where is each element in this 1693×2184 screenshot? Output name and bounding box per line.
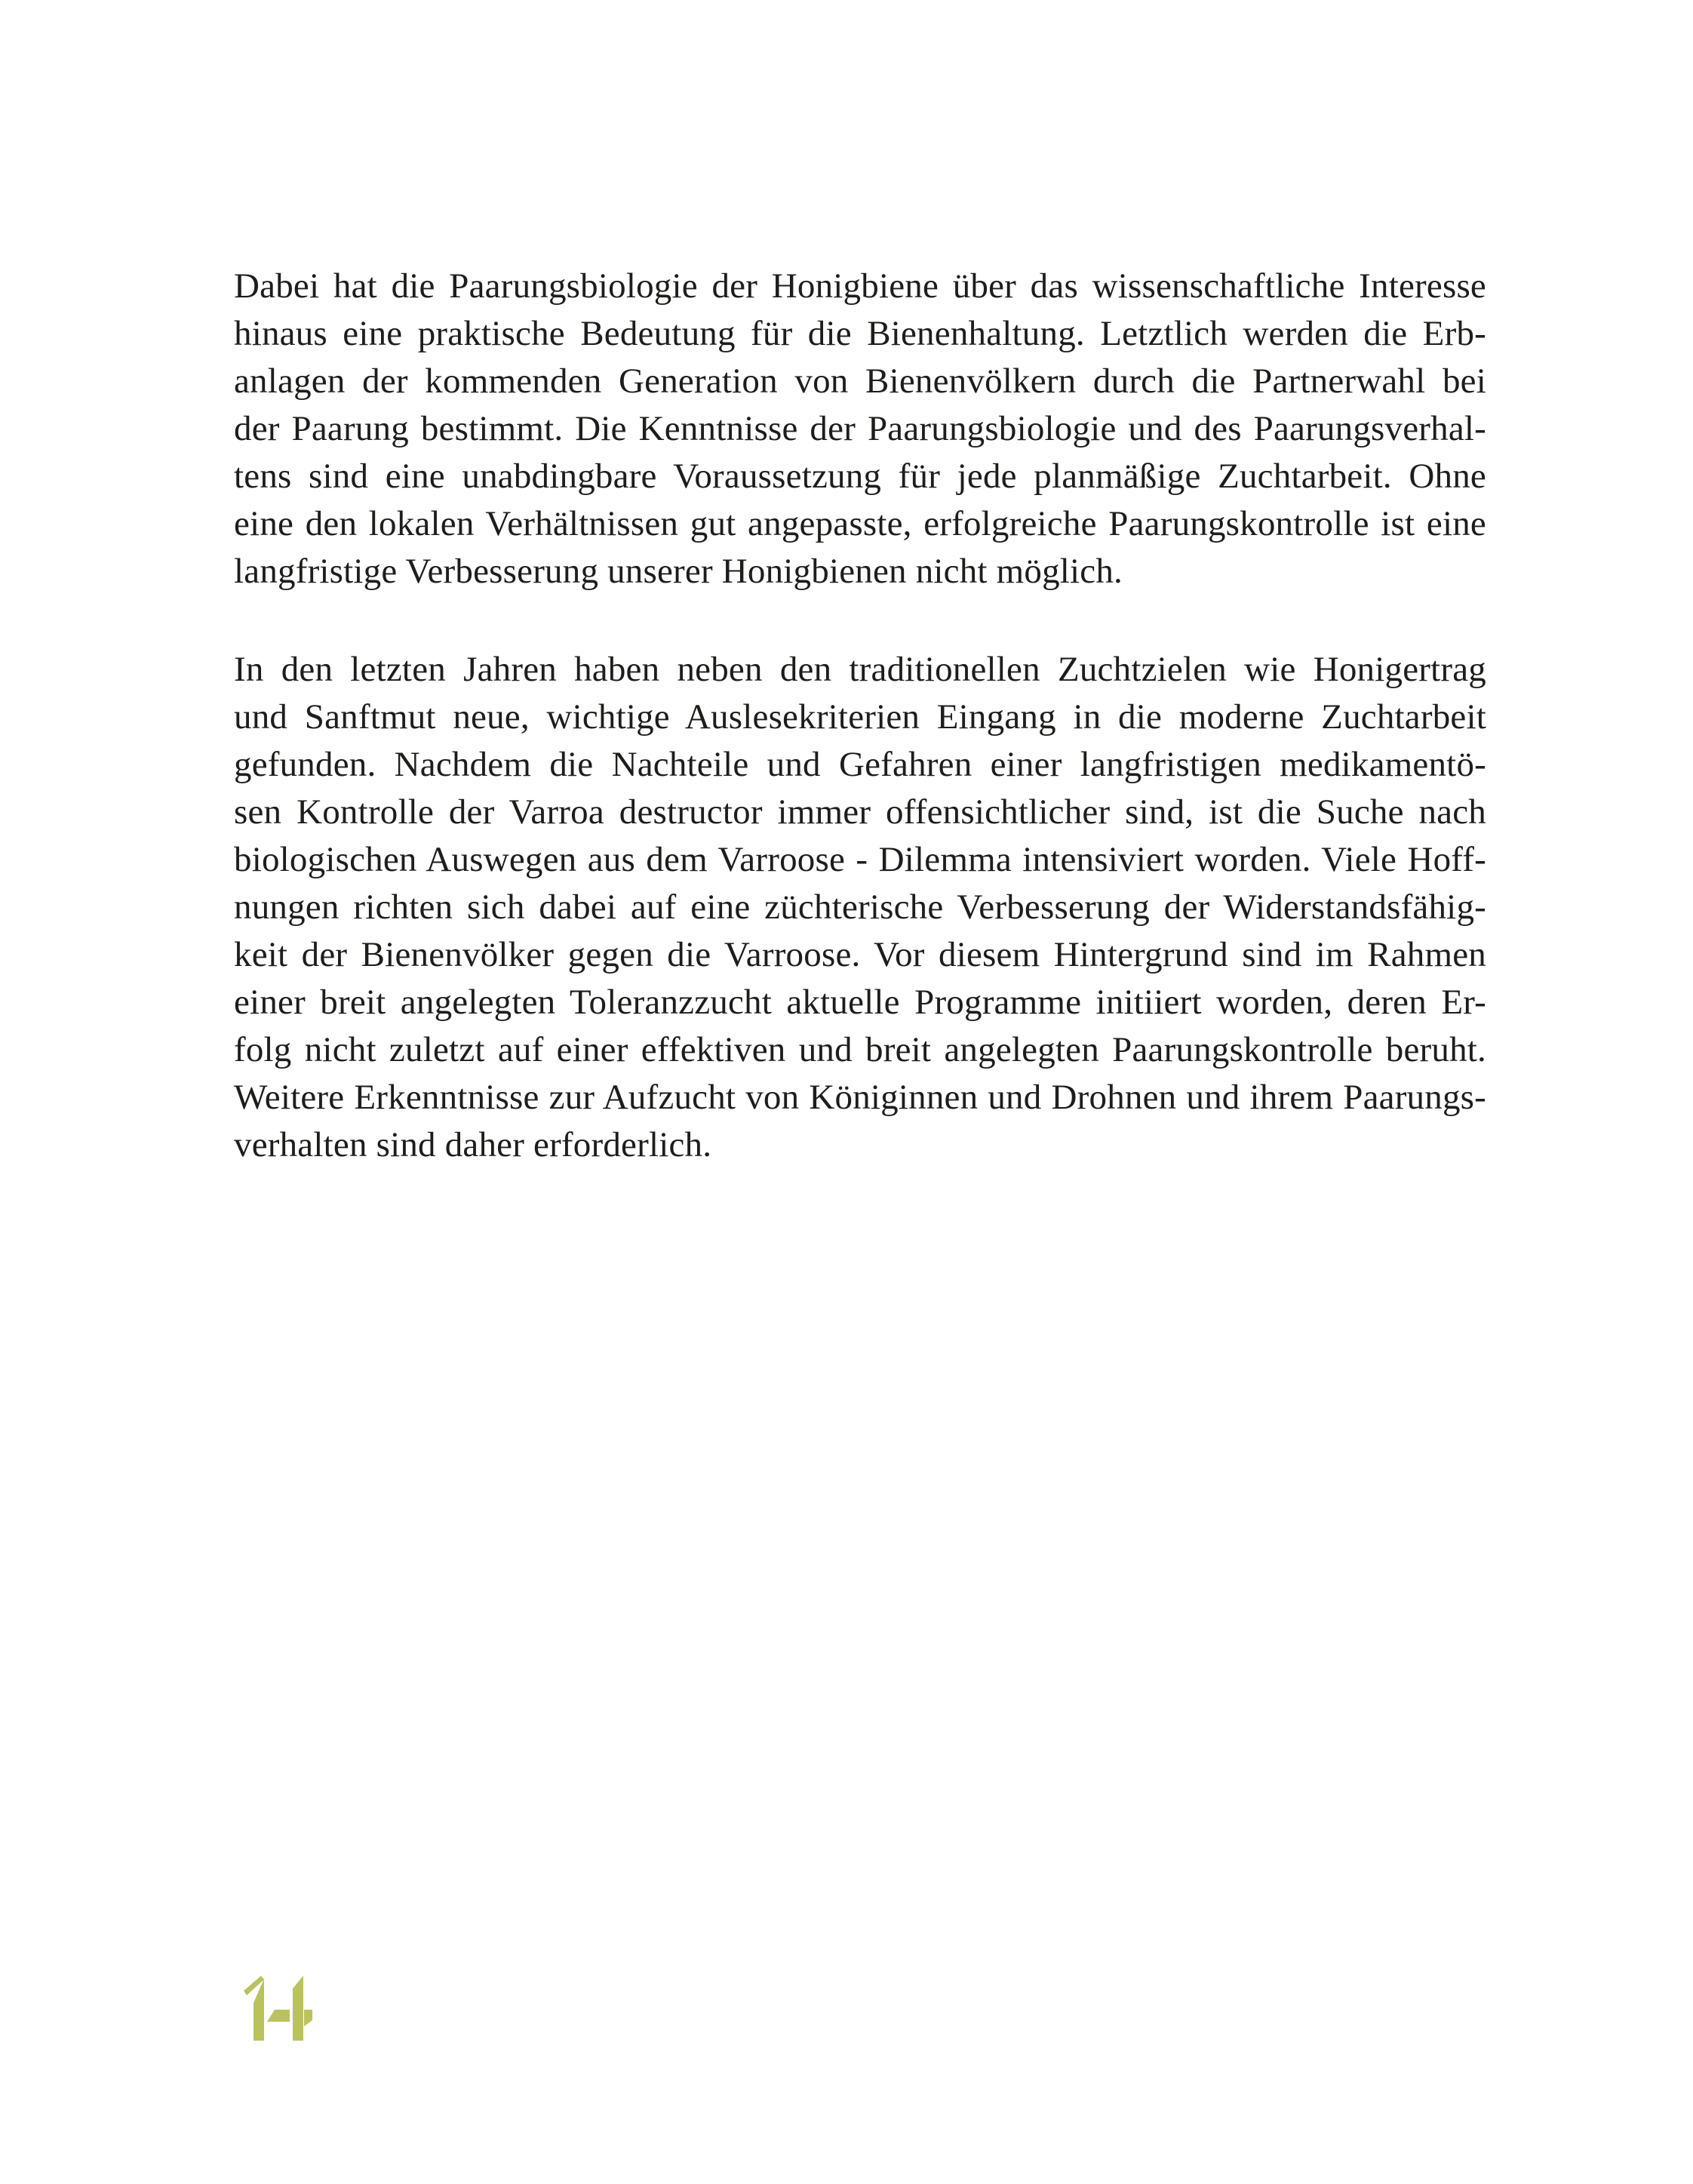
page-number-glyph (242, 1976, 313, 2041)
text-line: und Sanftmut neue, wichtige Auslesekriterien Eingang in die moderne Zuchtarbeit (234, 697, 1486, 737)
text-line: langfristige Verbesserung unserer Honigbienen nicht möglich. (234, 552, 1123, 591)
body-text (234, 263, 1486, 1169)
digit-4-bar (304, 2010, 312, 2026)
text-line: sen Kontrolle der Varroa destructor immer offensichtlicher sind, ist die Suche nach (234, 792, 1486, 832)
text-line: gefunden. Nachdem die Nachteile und Gefahren einer langfristigen medikamentö- (234, 745, 1486, 784)
text-line: Weitere Erkenntnisse zur Aufzucht von Königinnen und Drohnen und ihrem Paarungs- (234, 1078, 1486, 1117)
text-line: Dabei hat die Paarungsbiologie der Honigbiene über das wissenschaftliche Interesse (234, 266, 1486, 306)
digit-1-stem (253, 1979, 264, 2041)
text-line: biologischen Auswegen aus dem Varroose - Dilemma intensiviert worden. Viele Hoff- (234, 840, 1486, 879)
text-line: anlagen der kommenden Generation von Bienenvölkern durch die Partnerwahl bei (234, 361, 1486, 401)
digit-4-stem (293, 1976, 303, 2041)
paragraph-1 (234, 263, 1486, 595)
text-line: nungen richten sich dabei auf eine züchterische Verbesserung der Widerstandsfähig- (234, 887, 1486, 927)
text-line: hinaus eine praktische Bedeutung für die Bienenhaltung. Letztlich werden die Erb- (234, 314, 1486, 353)
text-line: In den letzten Jahren haben neben den traditionellen Zuchtzielen wie Honigertrag (234, 650, 1486, 689)
paragraph-2 (234, 646, 1486, 1169)
text-line: eine den lokalen Verhältnissen gut angepasste, erfolgreiche Paarungskontrolle ist eine (234, 504, 1486, 543)
text-line: tens sind eine unabdingbare Voraussetzung für jede planmäßige Zuchtarbeit. Ohne (234, 457, 1486, 496)
text-line: keit der Bienenvölker gegen die Varroose. Vor diesem Hintergrund sind im Rahmen (234, 935, 1486, 974)
page-footer (242, 1976, 313, 2041)
text-line: der Paarung bestimmt. Die Kenntnisse der Paarungsbiologie und des Paarungsverhal- (234, 409, 1486, 448)
text-line: folg nicht zuletzt auf einer effektiven und breit angelegten Paarungskontrolle beruht. (234, 1030, 1486, 1069)
digit-4-arm (267, 2010, 290, 2022)
text-line: einer breit angelegten Toleranzzucht aktuelle Programme initiiert worden, deren Er- (234, 983, 1486, 1022)
text-line: verhalten sind daher erforderlich. (234, 1125, 712, 1164)
